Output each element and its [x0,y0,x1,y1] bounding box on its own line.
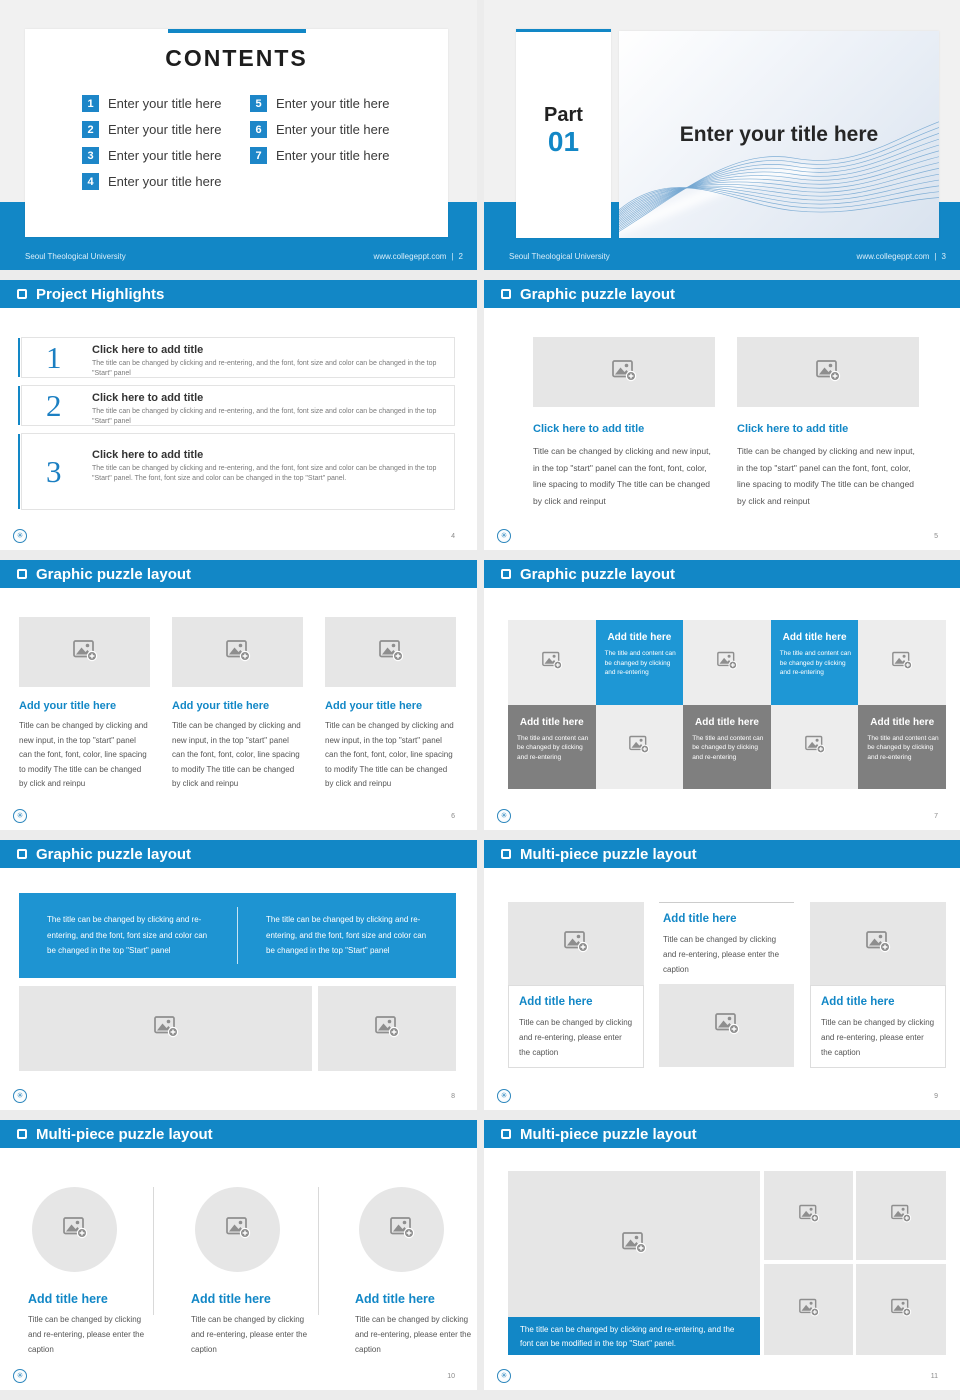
image-placeholder-icon [378,638,404,667]
image-placeholder-icon [374,1014,400,1043]
slide-header [484,280,960,308]
image-placeholder-icon [865,929,891,958]
row-body: The title can be changed by clicking and re-entering, and the font, font size and color can be changed in the top "Start" panel. The font, font size and color can be changed in the top "Start" panel. [92,465,437,482]
card-column [659,902,794,1067]
toc-label: Enter your title here [108,96,222,111]
image-placeholder [771,705,859,790]
image-placeholder [764,1171,853,1260]
slide-multi-piece-circles[interactable] [0,1120,477,1390]
toc-number-badge: 3 [82,147,99,164]
square-bullet-icon [501,849,511,859]
university-logo-icon [497,1089,511,1103]
accent-line [168,29,306,33]
slide-header [484,1120,960,1148]
university-logo-icon [497,809,511,823]
puzzle-column [533,337,715,509]
contents-card [25,29,448,237]
row-number: 2 [46,387,62,423]
image-placeholder [359,1187,444,1272]
gray-text-tile [858,705,946,790]
part-label: Part [544,104,583,126]
highlight-row [21,433,455,510]
caption-bar: The title can be changed by clicking and re-entering, and the font can be modified in the top "Start" panel. [508,1317,760,1355]
university-logo-icon [13,1369,27,1383]
image-placeholder [810,902,946,985]
tile-title: Add title here [695,716,759,728]
section-title-panel [619,31,939,238]
tile-body: The title and content can be changed by clicking and re-entering [604,650,676,676]
square-bullet-icon [17,289,27,299]
page-number: 7 [934,813,938,820]
circle-title: Add title here [355,1292,435,1306]
image-placeholder [764,1264,853,1355]
image-placeholder-icon [225,638,251,667]
toc-number-badge: 6 [250,121,267,138]
slide-header [0,280,477,308]
row-title: Click here to add title [92,392,204,404]
footer-separator: | [451,252,454,261]
tile-body: The title and content can be changed by clicking and re-entering [517,734,589,761]
slide-header-title: Multi-piece puzzle layout [520,845,697,863]
toc-item [82,121,221,138]
slide-header-title: Graphic puzzle layout [36,565,192,583]
slide-contents[interactable] [0,0,477,270]
row-number: 1 [46,339,62,375]
footer-page-number: 2 [458,252,463,261]
tile-title: Add title here [607,632,672,643]
tile-body: The title and content can be changed by clicking and re-entering [692,734,764,761]
image-placeholder-icon [611,358,637,387]
slide-project-highlights[interactable] [0,280,477,550]
slide-multi-piece-cards[interactable] [484,840,960,1110]
image-placeholder [172,617,303,687]
toc-item [250,121,389,138]
slide-footer [25,252,463,261]
toc-column-right [250,95,389,173]
puzzle-column [737,337,919,509]
image-placeholder-icon [804,734,826,759]
row-number: 3 [46,453,62,489]
university-logo-icon [13,1089,27,1103]
gray-text-tile [508,705,596,790]
page-number: 10 [447,1373,455,1380]
footer-site-page [857,252,946,261]
column-body: Title can be changed by clicking and new input, in the top "start" panel can the font, font, color, line spacing to modify The title can be changed by click and reinpu [172,721,301,788]
tile-body: The title and content can be changed by clicking and re-entering [779,650,851,676]
image-placeholder-icon [890,1297,912,1322]
image-placeholder-icon [890,1203,912,1228]
image-placeholder-icon [798,1203,820,1228]
part-card [516,29,611,238]
footer-site: www.collegeppt.com [856,252,930,261]
card-title: Add title here [519,996,593,1008]
footer-separator: | [934,252,937,261]
image-placeholder [856,1171,946,1260]
image-placeholder-icon [153,1014,179,1043]
image-placeholder-icon [815,358,841,387]
banner-text: The title can be changed by clicking and re-entering, and the font, font size and color can be changed in the top "Start" panel [47,915,208,956]
toc-number-badge: 1 [82,95,99,112]
image-placeholder [19,986,312,1071]
column-title: Add your title here [172,700,270,712]
slide-header [0,1120,477,1148]
footer-site: www.collegeppt.com [373,252,447,261]
circle-column [28,1187,150,1357]
square-bullet-icon [501,289,511,299]
column-title: Click here to add title [533,423,645,435]
image-placeholder [596,705,684,790]
toc-label: Enter your title here [276,148,390,163]
image-placeholder [683,620,771,705]
blue-text-tile [771,620,859,705]
image-placeholder-icon [541,650,563,675]
card-caption: Title can be changed by clicking and re-entering, please enter the caption [663,935,780,974]
tile-body: The title and content can be changed by clicking and re-entering [867,734,939,761]
caption-box [810,985,946,1068]
image-placeholder [508,902,644,985]
card-title: Add title here [663,913,737,925]
puzzle-tile-grid [508,620,946,789]
row-body: The title can be changed by clicking and re-entering, and the font, font size and color can be changed in the top "Start" panel [92,408,437,425]
slide-graphic-puzzle-grid[interactable] [484,560,960,830]
slide-graphic-puzzle-banner[interactable] [0,840,477,1110]
circle-caption: Title can be changed by clicking and re-entering, please enter the caption [28,1315,145,1354]
toc-label: Enter your title here [276,96,390,111]
circle-caption: Title can be changed by clicking and re-entering, please enter the caption [355,1315,472,1354]
toc-label: Enter your title here [276,122,390,137]
highlight-row [21,337,455,378]
card-column [508,902,644,1068]
toc-number-badge: 5 [250,95,267,112]
column-body: Title can be changed by clicking and new input, in the top "start" panel can the font, font, color, line spacing to modify The title can be changed by click and reinput [533,446,711,506]
square-bullet-icon [501,569,511,579]
circle-column [191,1187,313,1357]
blue-text-tile [596,620,684,705]
column-title: Click here to add title [737,423,849,435]
footer-org: Seoul Theological University [25,252,126,261]
image-placeholder-icon [621,1230,647,1259]
toc-label: Enter your title here [108,174,222,189]
image-placeholder-icon [563,929,589,958]
row-title: Click here to add title [92,344,204,356]
slide-header-title: Graphic puzzle layout [36,845,192,863]
toc-number-badge: 4 [82,173,99,190]
puzzle-column [172,617,303,792]
puzzle-column [325,617,456,792]
university-logo-icon [497,529,511,543]
row-body: The title can be changed by clicking and re-entering, and the font, font size and color can be changed in the top "Start" panel [92,360,437,377]
image-placeholder [856,1264,946,1355]
toc-item [82,147,221,164]
footer-site-page [374,252,463,261]
image-placeholder [32,1187,117,1272]
toc-item [250,95,389,112]
slide-graphic-puzzle-3col[interactable] [0,560,477,830]
page-number: 11 [930,1373,938,1380]
image-placeholder [737,337,919,407]
column-body: Title can be changed by clicking and new input, in the top "start" panel can the font, font, color, line spacing to modify The title can be changed by click and reinput [737,446,915,506]
card-caption: Title can be changed by clicking and re-entering, please enter the caption [519,1018,633,1057]
card-title: Add title here [821,996,895,1008]
column-divider [318,1187,319,1315]
image-placeholder [533,337,715,407]
footer-page-number: 3 [941,252,946,261]
highlight-rows [21,337,455,517]
image-placeholder [318,986,456,1071]
caption-box [508,985,644,1068]
tile-title: Add title here [519,716,584,728]
column-body: Title can be changed by clicking and new input, in the top "start" panel can the font, font, color, line spacing to modify The title can be changed by click and reinpu [325,721,454,788]
university-logo-icon [13,529,27,543]
image-placeholder [508,620,596,705]
contents-title: CONTENTS [165,45,308,71]
image-placeholder-icon [72,638,98,667]
page-number: 5 [934,533,938,540]
circle-caption: Title can be changed by clicking and re-entering, please enter the caption [191,1315,308,1354]
image-placeholder [508,1171,760,1317]
section-title: Enter your title here [679,123,879,146]
toc-item [250,147,389,164]
tile-title: Add title here [782,632,847,643]
image-placeholder [195,1187,280,1272]
page-number: 4 [451,533,455,540]
slide-multi-piece-grid[interactable] [484,1120,960,1390]
row-title: Click here to add title [92,449,204,461]
image-placeholder-icon [62,1215,88,1244]
card-column [810,902,946,1068]
slide-header [0,840,477,868]
slide-header-title: Multi-piece puzzle layout [520,1125,697,1143]
circle-column [355,1187,477,1357]
circle-title: Add title here [191,1292,271,1306]
circle-title: Add title here [28,1292,108,1306]
image-placeholder-icon [389,1215,415,1244]
toc-item [82,95,221,112]
slide-header-title: Graphic puzzle layout [520,565,676,583]
image-placeholder-icon [716,650,738,675]
puzzle-column [19,617,150,792]
caption-box [659,902,794,984]
toc-item [82,173,221,190]
slide-graphic-puzzle-2col[interactable] [484,280,960,550]
toc-number-badge: 7 [250,147,267,164]
image-placeholder-icon [628,734,650,759]
image-placeholder [325,617,456,687]
slide-header-title: Graphic puzzle layout [520,285,676,303]
blue-banner [19,893,456,978]
image-placeholder [659,984,794,1067]
square-bullet-icon [501,1129,511,1139]
slide-section-part-01[interactable] [484,0,960,270]
toc-number-badge: 2 [82,121,99,138]
page-number: 9 [934,1093,938,1100]
image-placeholder-icon [225,1215,251,1244]
column-title: Add your title here [19,700,117,712]
image-placeholder-icon [891,650,913,675]
slide-footer [509,252,946,261]
tile-title: Add title here [870,716,935,728]
part-number: 01 [547,126,580,157]
toc-label: Enter your title here [108,122,222,137]
slide-header-title: Project Highlights [36,285,165,303]
university-logo-icon [13,809,27,823]
gray-text-tile [683,705,771,790]
page-number: 8 [451,1093,455,1100]
slide-header [484,840,960,868]
column-body: Title can be changed by clicking and new input, in the top "start" panel can the font, font, color, line spacing to modify The title can be changed by click and reinpu [19,721,148,788]
square-bullet-icon [17,569,27,579]
square-bullet-icon [17,1129,27,1139]
image-placeholder-icon [798,1297,820,1322]
card-caption: Title can be changed by clicking and re-entering, please enter the caption [821,1018,935,1057]
image-placeholder-icon [714,1011,740,1040]
column-title: Add your title here [325,700,423,712]
image-placeholder [858,620,946,705]
slide-header [484,560,960,588]
page-number: 6 [451,813,455,820]
university-logo-icon [497,1369,511,1383]
column-divider [153,1187,154,1315]
square-bullet-icon [17,849,27,859]
footer-org: Seoul Theological University [509,252,610,261]
banner-text: The title can be changed by clicking and re-entering, and the font, font size and color can be changed in the top "Start" panel [266,915,427,956]
highlight-row [21,385,455,426]
toc-column-left [82,95,221,199]
toc-label: Enter your title here [108,148,222,163]
slide-header-title: Multi-piece puzzle layout [36,1125,213,1143]
slide-header [0,560,477,588]
image-placeholder [19,617,150,687]
